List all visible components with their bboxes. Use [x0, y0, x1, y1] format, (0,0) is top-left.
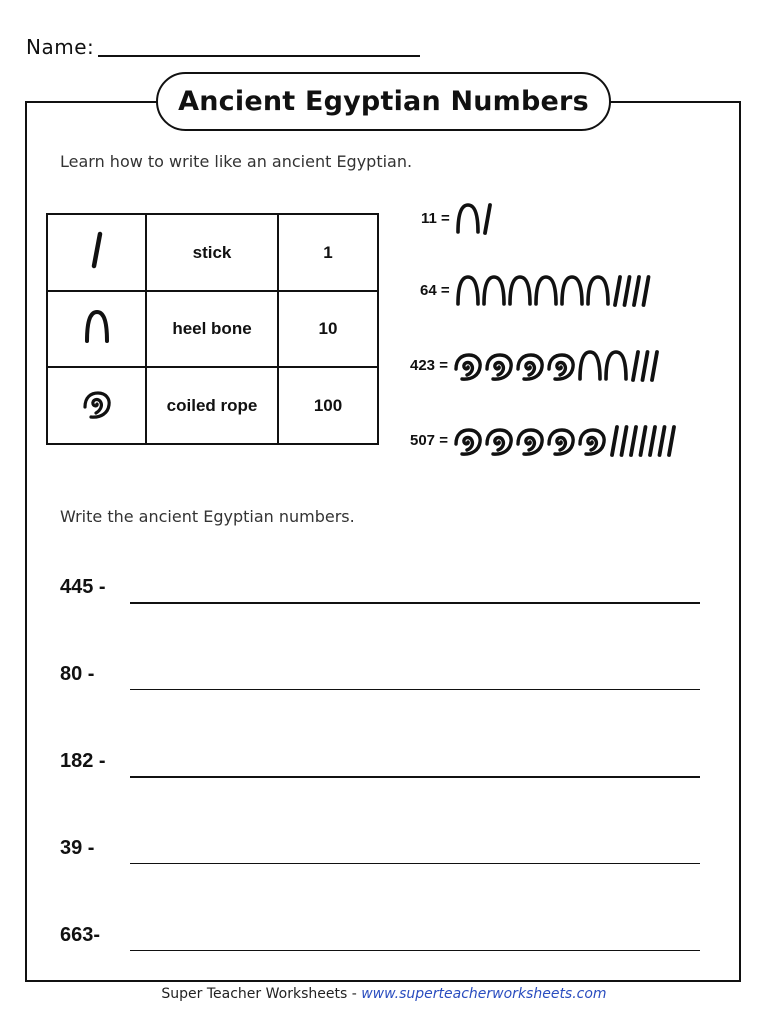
heel-bone-glyph-icon [458, 277, 478, 304]
question-number: 39 - [60, 837, 95, 859]
answer-line[interactable] [130, 863, 700, 864]
question-row [60, 837, 700, 867]
example-row [410, 345, 664, 385]
example-row [420, 270, 655, 310]
page-title: Ancient Egyptian Numbers [178, 86, 589, 117]
heel-bone-glyph-icon [484, 277, 504, 304]
heel-bone-glyph-icon [510, 277, 530, 304]
symbol-row [47, 291, 378, 367]
answer-line[interactable] [130, 950, 700, 951]
example-glyphs [453, 198, 497, 238]
question-row [60, 663, 700, 693]
coiled-rope-glyph-icon [487, 430, 511, 454]
stick-glyph-icon [82, 230, 112, 270]
example-glyphs [451, 345, 664, 385]
symbol-row [47, 214, 378, 291]
example-glyphs [453, 270, 655, 310]
stick-glyph-icon [659, 427, 664, 455]
symbol-value: 100 [278, 367, 378, 444]
coiled-rope-glyph-icon [549, 355, 573, 379]
footer-text: Super Teacher Worksheets - [161, 986, 362, 1002]
name-label: Name: [26, 35, 95, 59]
question-row [60, 576, 700, 606]
title-banner [156, 72, 611, 131]
example-label: 11 = [421, 209, 450, 227]
symbol-value: 10 [278, 291, 378, 367]
stick-glyph-icon [642, 352, 647, 380]
stick-glyph-icon [634, 277, 639, 305]
symbol-name: stick [146, 214, 278, 291]
stick-glyph-icon [650, 427, 655, 455]
answer-line[interactable] [130, 602, 700, 604]
coiled-rope-glyph-icon [79, 383, 115, 423]
heel-bone-glyph-cell [47, 291, 146, 367]
symbol-row [47, 367, 378, 444]
question-row [60, 750, 700, 780]
stick-glyph-icon [485, 205, 490, 233]
stick-glyph-icon [631, 427, 636, 455]
answer-line[interactable] [130, 776, 700, 778]
stick-glyph-icon [612, 427, 617, 455]
footer [0, 986, 768, 1002]
coiled-rope-glyph-icon [456, 355, 480, 379]
question-number: 445 - [60, 576, 106, 598]
stick-glyph-icon [643, 277, 648, 305]
example-row [421, 198, 497, 238]
coiled-rope-glyph-icon [518, 355, 542, 379]
question-number: 80 - [60, 663, 95, 685]
stick-glyph-icon [621, 427, 626, 455]
symbol-table [46, 213, 379, 445]
coiled-rope-glyph-icon [518, 430, 542, 454]
heel-bone-glyph-icon [580, 352, 600, 379]
heel-bone-glyph-icon [588, 277, 608, 304]
coiled-rope-glyph-icon [580, 430, 604, 454]
question-row [60, 924, 700, 954]
example-label: 64 = [420, 281, 450, 299]
intro-instruction: Learn how to write like an ancient Egyptian. [60, 152, 413, 171]
answer-line[interactable] [130, 689, 700, 690]
coiled-rope-glyph-icon [549, 430, 573, 454]
question-number: 182 - [60, 750, 106, 772]
example-row [410, 420, 681, 460]
example-label: 423 = [410, 356, 448, 374]
heel-bone-glyph-icon [606, 352, 626, 379]
stick-glyph-icon [652, 352, 657, 380]
stick-glyph-icon [624, 277, 629, 305]
footer-link[interactable]: www.superteacherworksheets.com [361, 986, 607, 1002]
symbol-name: coiled rope [146, 367, 278, 444]
name-write-line[interactable] [98, 55, 420, 57]
heel-bone-glyph-icon [80, 307, 114, 347]
example-label: 507 = [410, 431, 448, 449]
stick-glyph-icon [615, 277, 620, 305]
heel-bone-glyph-icon [562, 277, 582, 304]
coiled-rope-glyph-icon [487, 355, 511, 379]
coiled-rope-glyph-cell [47, 367, 146, 444]
stick-glyph-icon [633, 352, 638, 380]
stick-glyph-icon [669, 427, 674, 455]
stick-glyph-cell [47, 214, 146, 291]
heel-bone-glyph-icon [458, 205, 478, 232]
stick-glyph-icon [640, 427, 645, 455]
symbol-name: heel bone [146, 291, 278, 367]
example-glyphs [451, 420, 681, 460]
question-number: 663- [60, 924, 101, 946]
coiled-rope-glyph-icon [456, 430, 480, 454]
heel-bone-glyph-icon [536, 277, 556, 304]
symbol-value: 1 [278, 214, 378, 291]
task-instruction: Write the ancient Egyptian numbers. [60, 507, 355, 526]
